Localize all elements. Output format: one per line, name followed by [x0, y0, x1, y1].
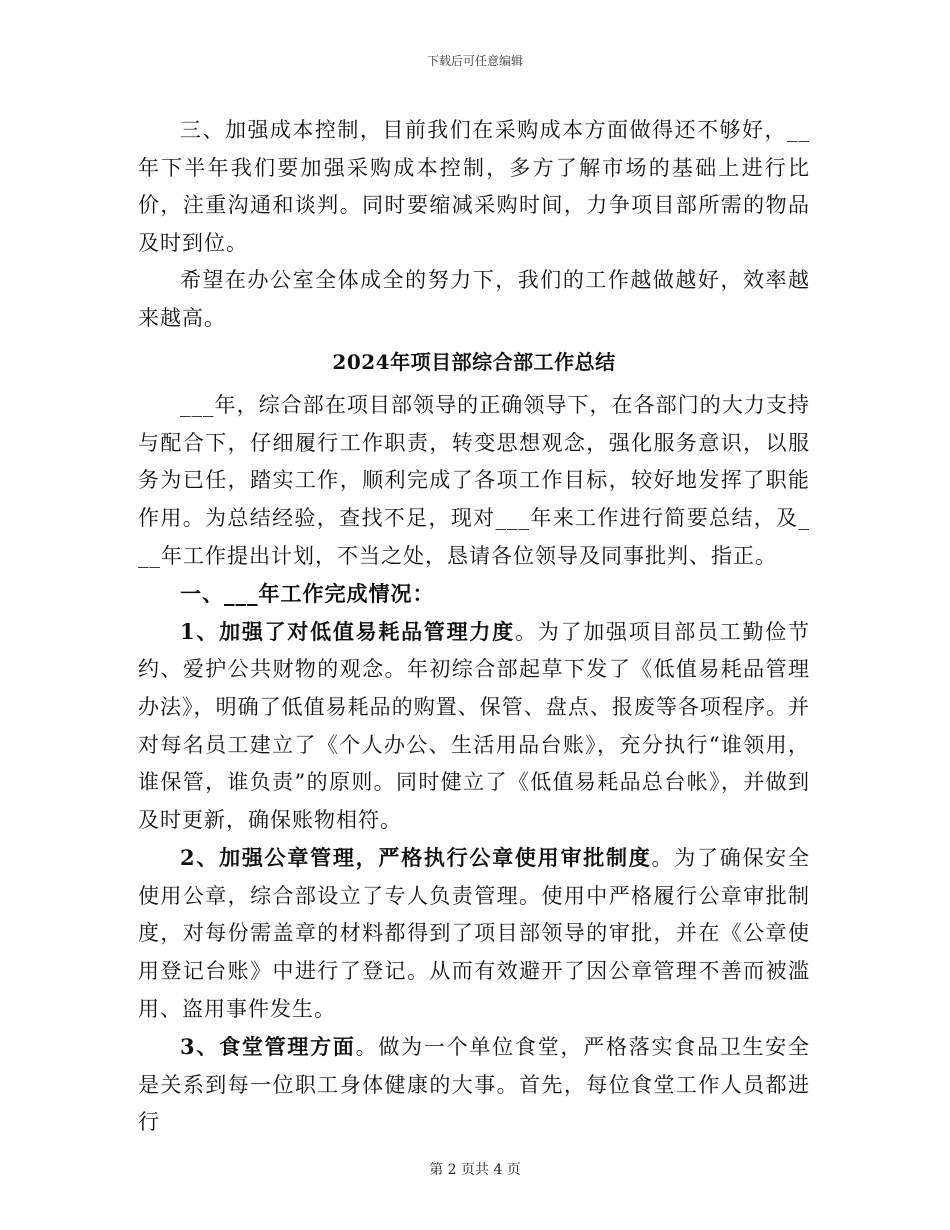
- item-3-text: 。做为一个单位食堂，严格落实食品卫生安全是关系到每一位职工身体健康的大事。首先，每位食堂工作人员都进行: [138, 1035, 810, 1135]
- paragraph-item-3: [138, 1028, 810, 1142]
- page-number-footer: 第 2 页共 4 页: [429, 1162, 521, 1178]
- page-header-note: 下载后可任意编辑: [426, 54, 523, 68]
- document-title: 2024年项目部综合部工作总结: [332, 349, 616, 374]
- section-heading-work-completion: 一、___年工作完成情况：: [180, 581, 435, 607]
- item-1-lead: 1、加强了对低值易耗品管理力度: [180, 618, 515, 644]
- paragraph-intro: ___年，综合部在项目部领导的正确领导下，在各部门的大力支持与配合下，仔细履行工作职责，转变思想观念，强化服务意识，以服务为已任，踏实工作，顺利完成了各项工作目标，较好地发挥了职能作用。为总结经验，查找不足，现对___年来工作进行简要总结，及___年工作提出计划，不当之处，恳请各位领导及同事批判、指正。: [138, 393, 810, 568]
- item-1-text: 。为了加强项目部员工勤俭节约、爱护公共财物的观念。年初综合部起草下发了《低值易耗品管理办法》，明确了低值易耗品的购置、保管、盘点、报废等各项程序。并对每名员工建立了《个人办公、生活用品台账》，充分执行“谁领用，谁保管，谁负责”的原则。同时健立了《低值易耗品总台帐》，并做到及时更新，确保账物相符。: [138, 619, 810, 832]
- paragraph-item-2: [138, 839, 810, 1028]
- item-2-text: 。为了确保安全使用公章，综合部设立了专人负责管理。使用中严格履行公章审批制度，对每份需盖章的材料都得到了项目部领导的审批，并在《公章使用登记台账》中进行了登记。从而有效避开了因公章管理不善而被滥用、盗用事件发生。: [138, 846, 810, 1021]
- item-2-lead: 2、加强公章管理，严格执行公章使用审批制度: [180, 845, 652, 871]
- paragraph-closing-wish: 希望在办公室全体成全的努力下，我们的工作越做越好，效率越来越高。: [138, 268, 810, 330]
- paragraph-item-1: [138, 613, 810, 840]
- paragraph-cost-control: 三、加强成本控制，目前我们在采购成本方面做得还不够好，__年下半年我们要加强采购成本控制，多方了解市场的基础上进行比价，注重沟通和谈判。同时要缩减采购时间，力争项目部所需的物品及时到位。: [138, 118, 810, 255]
- item-3-lead: 3、食堂管理方面: [180, 1034, 356, 1060]
- document-body: [138, 112, 810, 1142]
